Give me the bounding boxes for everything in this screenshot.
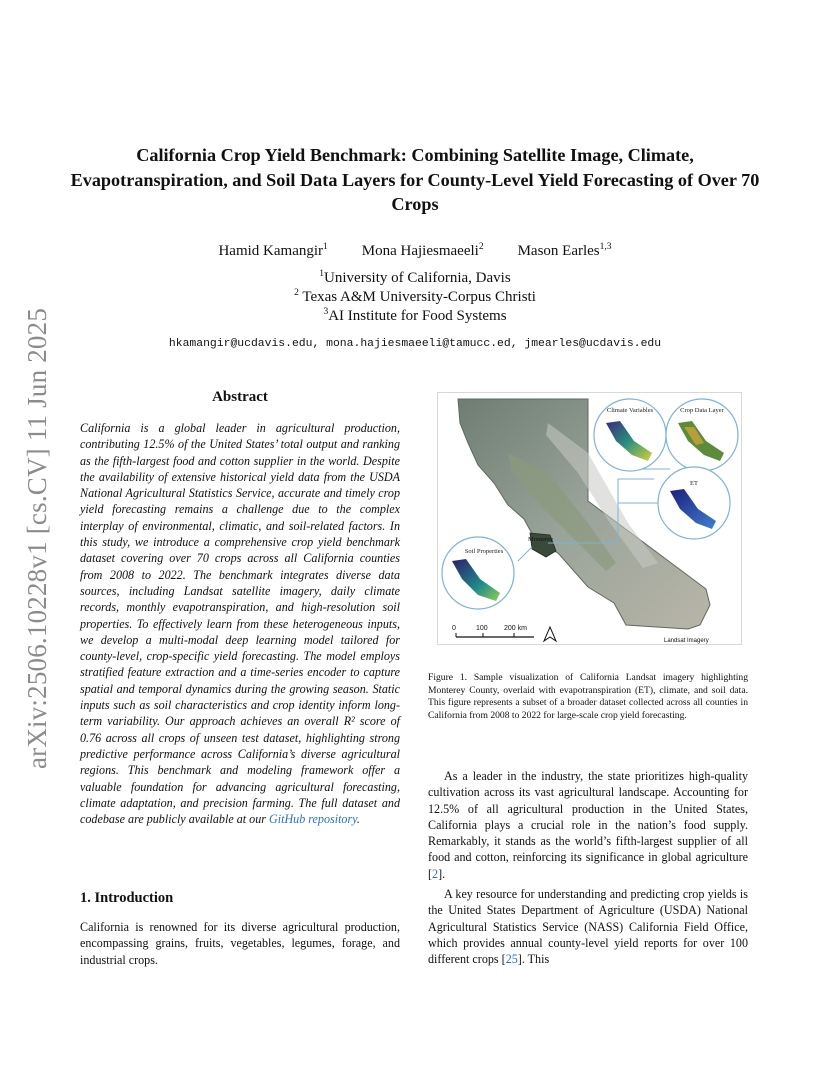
right-column-body xyxy=(428,768,748,968)
affiliation: $^2$ Texas A&M University-Corpus Christi xyxy=(294,288,536,305)
california-map-graphic xyxy=(438,393,741,644)
svg-text:0: 0 xyxy=(452,625,456,632)
author: Hamid Kamangir$^1$ xyxy=(218,242,328,259)
introduction-heading: 1. Introduction xyxy=(80,890,174,906)
svg-text:200 km: 200 km xyxy=(504,625,527,632)
paragraph: As a leader in the industry, the state prioritizes high-quality cultivation across its vast agricultural landscape. Accounting for 12.5% of all agricultural production in the United States, California plays a crucial role in the nation’s food supply. Remarkably, it stands as the world’s fifth-largest supplier of all food and cotton, reinforcing its significance in global agriculture [2]. xyxy=(428,769,748,881)
citation-link[interactable]: 2 xyxy=(432,866,439,881)
author-emails: hkamangir@ucdavis.edu, mona.hajiesmaeeli@tamucc.ed, jmearles@ucdavis.edu xyxy=(168,338,662,350)
arxiv-stamp xyxy=(16,295,60,781)
svg-text:100: 100 xyxy=(476,625,488,632)
climate-inset-label: Climate Variables xyxy=(606,407,654,414)
soil-inset-label: Soil Properties xyxy=(464,548,504,555)
et-inset-label: ET xyxy=(690,480,698,487)
paper-title: California Crop Yield Benchmark: Combining Satellite Image, Climate, Evapotranspiration, and Soil Data Layers for County-Level Yield Forecasting of Over 70 Crops xyxy=(70,145,760,214)
abstract-body: California is a global leader in agricultural production, contributing 12.5% of the United States’ total output and ranking as the fifth-largest food and cotton supplier in the world. Despite the availability of extensive historical yield data from the USDA National Agricultural Statistics Service, accurate and timely crop yield forecasting remains a challenge due to the complex interplay of environmental, climatic, and soil-related factors. In this study, we introduce a comprehensive crop yield benchmark dataset covering over 70 crops across all California counties from 2008 to 2022. The benchmark integrates diverse data sources, including Landsat satellite imagery, daily climate records, monthly evapotranspiration, and high-resolution soil properties. To effectively learn from these heterogeneous inputs, we develop a multi-modal deep learning model tailored for county-level, crop-specific yield forecasting. The model employs stratified feature extraction and a time-series encoder to capture spatial and temporal dynamics during the growing season. Static inputs such as soil characteristics and crop identity inform long-term variability. Our approach achieves an overall R² score of 0.76 across all crops of unseen test dataset, highlighting strong predictive performance across California’s diverse agricultural regions. This benchmark and modeling framework offer a valuable foundation for advancing agricultural forecasting, climate adaptation, and precision farming. The full dataset and codebase are publicly available at our GitHub repository. xyxy=(80,421,400,827)
affiliation: $^3$AI Institute for Food Systems xyxy=(323,307,507,324)
abstract-text: California is a global leader in agricultural production, contributing 12.5% of the United States’ total output and ranking as the fifth-largest food and cotton supplier in the world. Despite the availability of extensive historical yield data from the USDA National Agricultural Statistics Service, accurate and timely crop yield forecasting remains a challenge due to the complex interplay of environmental, climatic, and soil-related factors. In this study, we introduce a comprehensive crop yield benchmark dataset covering over 70 crops across all California counties from 2008 to 2022. The benchmark integrates diverse data sources, including Landsat satellite imagery, daily climate records, monthly evapotranspiration, and high-resolution soil properties. To effectively learn from these heterogeneous inputs, we develop a multi-modal deep learning model tailored for county-level, crop-specific yield forecasting. The model employs stratified feature extraction and a time-series encoder to capture spatial and temporal dynamics during the growing season. Static inputs such as soil characteristics and crop identity inform long-term variability. Our approach achieves an overall R² score of 0.76 across all crops of unseen test dataset, highlighting strong predictive performance across California’s diverse agricultural regions. This benchmark and modeling framework offer a valuable foundation for advancing agricultural forecasting, climate adaptation, and precision farming. The full dataset and codebase are publicly available at our xyxy=(80,421,400,827)
figure-california-map xyxy=(437,392,742,645)
north-arrow-icon xyxy=(544,627,556,641)
paragraph: A key resource for understanding and predicting crop yields is the United States Department of Agriculture (USDA) National Agricultural Statistics Service (NASS) California Field Office, which provides annual county-level yield reports for over 100 different crops [25]. This xyxy=(428,887,748,967)
arxiv-identifier: arXiv:2506.10228v1 [cs.CV] 11 Jun 2025 xyxy=(22,307,53,769)
monterey-label: Monterey xyxy=(528,536,554,543)
author: Mona Hajiesmaeeli$^2$ xyxy=(361,242,484,259)
landsat-imagery-label: Landsat Imagery xyxy=(664,638,709,644)
introduction-body: California is renowned for its diverse agricultural production, encompassing grains, fruits, vegetables, legumes, forage, and industrial crops. xyxy=(80,920,400,967)
citation-link[interactable]: 25 xyxy=(505,952,518,967)
figure-caption: Figure 1. Sample visualization of California Landsat imagery highlighting Monterey County, overlaid with evapotranspiration (ET), climate, and soil data. This figure represents a subset of a broader dataset collected across all counties in California from 2008 to 2022 for large-scale crop yield forecasting. xyxy=(428,672,748,721)
abstract-heading: Abstract xyxy=(212,389,268,405)
et-inset xyxy=(658,467,730,539)
author: Mason Earles$^{1,3}$ xyxy=(517,242,612,259)
github-link[interactable]: GitHub repository xyxy=(268,812,357,827)
crop-inset-label: Crop Data Layer xyxy=(680,407,724,414)
author-list xyxy=(160,243,670,260)
scale-bar xyxy=(452,625,534,637)
affiliation: $^1$University of California, Davis xyxy=(319,269,511,286)
